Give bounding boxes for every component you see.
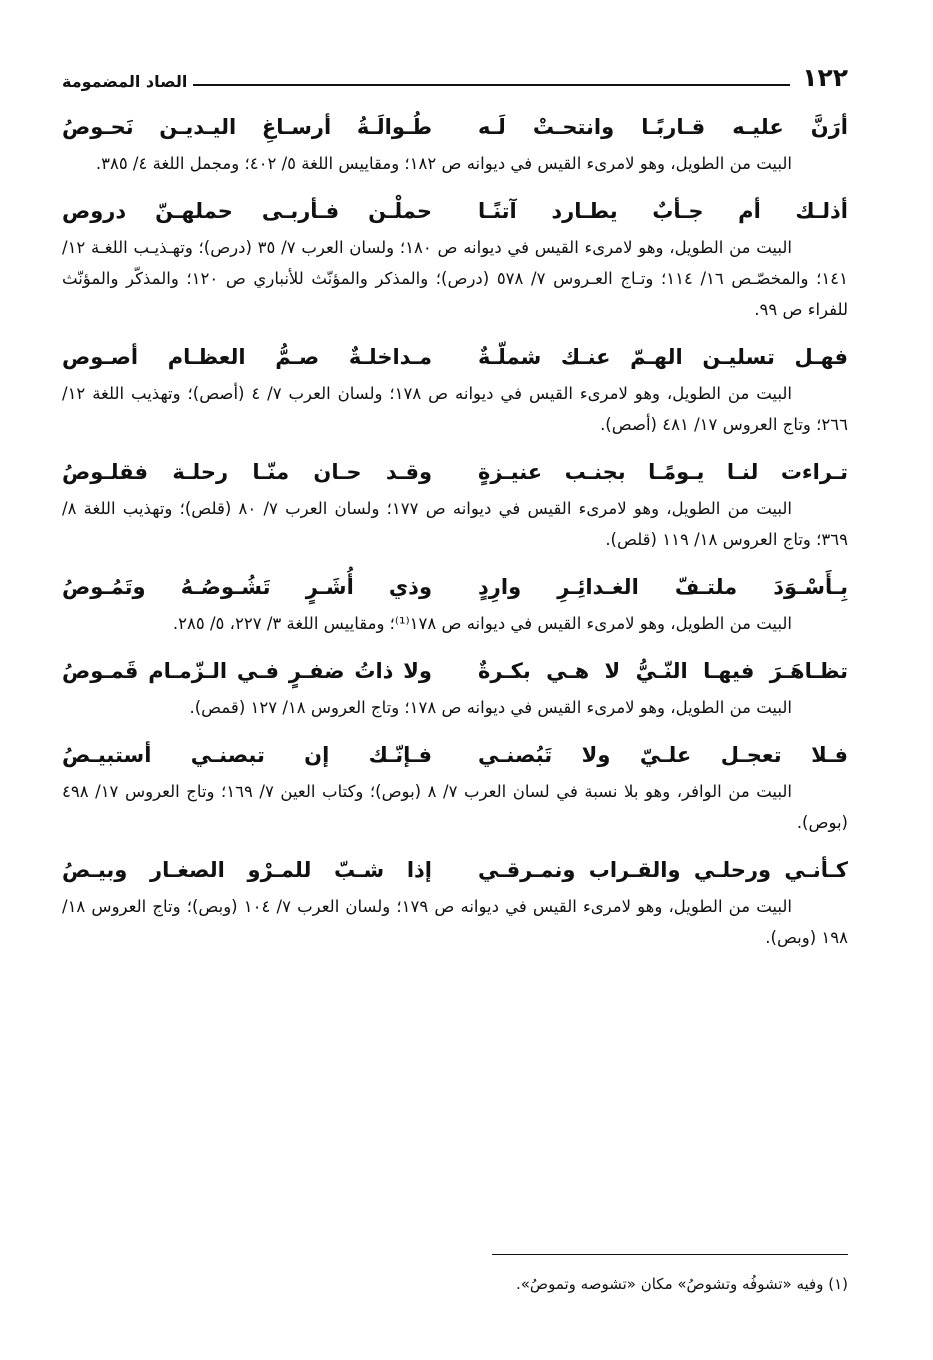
second-hemistich: إذا شـبّ للمـرْو الصغـار وبيـصُ <box>62 858 432 882</box>
verse-entry <box>62 650 848 723</box>
first-hemistich: بِـأَسْـوَدَ ملتـفّ الغـدائِـرِ وارِدٍ <box>478 575 848 599</box>
verse-line <box>62 849 848 891</box>
second-hemistich: فـإنّـك إن تبصنـي أستبيـصُ <box>62 743 432 767</box>
verse-citation-note: البيت من الطويل، وهو لامرىء القيس في ديوانه ص ١٨٢؛ ومقاييس اللغة ٥/ ٤٠٢؛ ومجمل اللغة ٤/ ٣٨٥. <box>95 154 792 173</box>
verse-entries <box>62 106 848 953</box>
section-title: الصاد المضمومة <box>62 72 188 91</box>
page-number: ١٢٢ <box>802 63 848 92</box>
footnote-rule <box>492 1254 848 1255</box>
verse-citation-note: البيت من الطويل، وهو لامرىء القيس في ديوانه ص ١٧٨؛ ولسان العرب ٧/ ٤ (أصص)؛ وتهذيب اللغة ١٢/ ٢٦٦؛ وتاج العروس ١٧/ ٤٨١ (أصص). <box>62 384 848 434</box>
book-page <box>62 58 848 964</box>
first-hemistich: كـأنـي ورحلـي والقـراب ونمـرقـي <box>478 858 848 882</box>
verse-line <box>62 734 848 776</box>
verse-entry <box>62 566 848 639</box>
verse-line <box>62 190 848 232</box>
verse-citation-note: البيت من الطويل، وهو لامرىء القيس في ديوانه ص ١٧٨⁽¹⁾؛ ومقاييس اللغة ٣/ ٢٢٧، ٥/ ٢٨٥. <box>172 614 792 633</box>
verse-line <box>62 451 848 493</box>
verse-citation-note: البيت من الطويل، وهو لامرىء القيس في ديوانه ص ١٧٧؛ ولسان العرب ٧/ ٨٠ (قلص)؛ وتهذيب اللغة ٨/ ٣٦٩؛ وتاج العروس ١٨/ ١١٩ (قلص). <box>62 499 848 549</box>
verse-line <box>62 566 848 608</box>
second-hemistich: حملْـن فـأربـى حملهـنّ دروص <box>62 199 432 223</box>
second-hemistich: وقـد حـان منّـا رحلـة فقلـوصُ <box>62 460 432 484</box>
verse-entry <box>62 106 848 179</box>
verse-entry <box>62 849 848 953</box>
verse-entry <box>62 451 848 555</box>
first-hemistich: تـراءت لنـا يـومًـا بجنـب عنيـزةٍ <box>478 460 848 484</box>
first-hemistich: فـلا تعجـل علـيّ ولا تَبُصنـي <box>478 743 848 767</box>
verse-citation-note: البيت من الطويل، وهو لامرىء القيس في ديوانه ص ١٧٨؛ وتاج العروس ١٨/ ١٢٧ (قمص). <box>189 698 792 717</box>
verse-line <box>62 106 848 148</box>
running-head <box>62 58 848 92</box>
verse-entry <box>62 336 848 440</box>
first-hemistich: أرَنَّ عليـه قـاربًـا وانتحـتْ لَـه <box>478 115 848 139</box>
second-hemistich: وذي أُشَـرٍ تَشُـوصُـهُ وتَمُـوصُ <box>62 575 432 599</box>
verse-citation-note: البيت من الطويل، وهو لامرىء القيس في ديوانه ص ١٧٩؛ ولسان العرب ٧/ ١٠٤ (وبص)؛ وتاج العروس ١٨/ ١٩٨ (وبص). <box>62 897 848 947</box>
verse-line <box>62 650 848 692</box>
second-hemistich: مـداخلـةٌ صـمُّ العظـام أصـوص <box>62 345 432 369</box>
second-hemistich: طُـوالَـةُ أرسـاغِ اليـديـن نَحـوصُ <box>62 115 432 139</box>
second-hemistich: ولا ذاتُ ضفـرٍ فـي الـزّمـام قَمـوصُ <box>62 659 432 683</box>
verse-entry <box>62 190 848 325</box>
first-hemistich: أذلـك أم جـأبٌ يطـارد آتنًـا <box>478 199 848 223</box>
verse-line <box>62 336 848 378</box>
verse-entry <box>62 734 848 838</box>
header-rule <box>193 84 790 86</box>
verse-citation-note: البيت من الوافر، وهو بلا نسبة في لسان العرب ٧/ ٨ (بوص)؛ وكتاب العين ٧/ ١٦٩؛ وتاج العروس ١٧/ ٤٩٨ (بوص). <box>62 782 848 832</box>
verse-citation-note: البيت من الطويل، وهو لامرىء القيس في ديوانه ص ١٨٠؛ ولسان العرب ٧/ ٣٥ (درص)؛ وتهـذيـب اللغـة ١٢/ ١٤١؛ والمخصّـص ١٦/ ١١٤؛ وتـاج العـروس ٧/ ٥٧٨ (درص)؛ والمذكر والمؤنّث للأنباري ص ١٢٠؛ والمذكّر والمؤنّث للفراء ص ٩٩. <box>62 238 848 319</box>
footnote: (١) وفيه «تشوفُه وتشوصُ» مكان «تشوصه وتموصُ». <box>515 1275 848 1293</box>
first-hemistich: تظـاهَـرَ فيهـا النّـيُّ لا هـي بكـرةٌ <box>478 659 848 683</box>
first-hemistich: فهـل تسليـن الهـمّ عنـك شملّـةٌ <box>478 345 848 369</box>
